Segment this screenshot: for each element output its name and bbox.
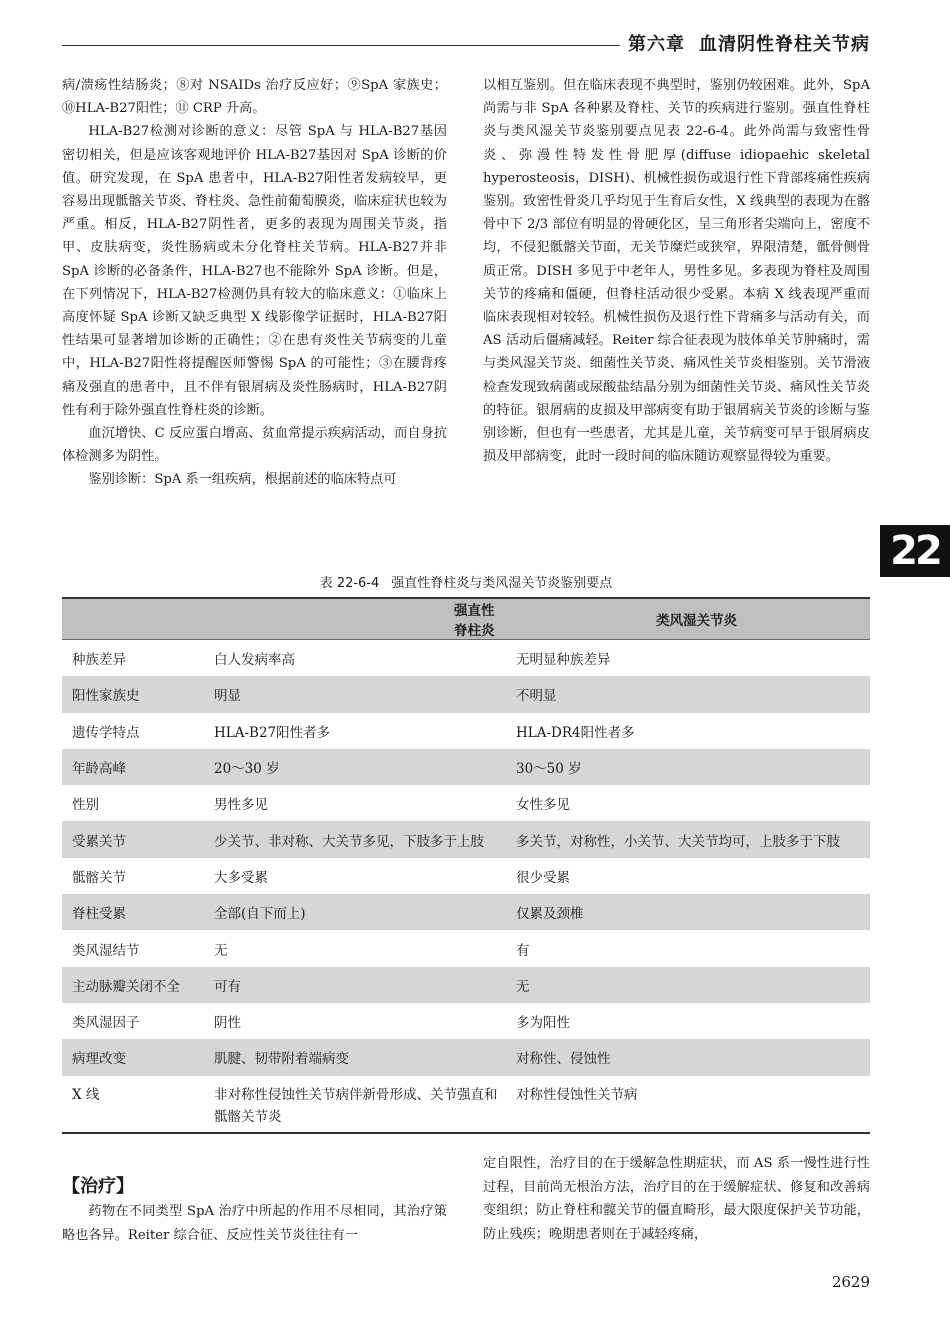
row-label: 类风湿结节 (72, 942, 140, 959)
row-label: 病理改变 (62, 1039, 204, 1075)
table-row (62, 821, 870, 857)
row-label: 骶髂关节 (72, 869, 126, 886)
ra-cell: 有 (516, 942, 530, 959)
ra-cell: 多为阳性 (516, 1015, 570, 1032)
chapter-tab: 22 (880, 525, 950, 577)
table-row (62, 967, 870, 1003)
ra-cell: HLA-DR4阳性者多 (516, 724, 635, 741)
row-label: 性别 (72, 797, 99, 814)
as-cell: 白人发病率高 (214, 652, 295, 669)
table-header-row (62, 598, 870, 640)
ra-cell: 很少受累 (516, 869, 570, 886)
ra-cell: 多关节，对称性，小关节、大关节均可，上肢多于下肢 (506, 821, 870, 857)
as-cell: 阴性 (214, 1015, 241, 1032)
header-cell-as: 强直性脊柱炎 (204, 598, 506, 640)
ra-cell: 对称性侵蚀性关节病 (506, 1076, 870, 1133)
row-label: X 线 (62, 1076, 204, 1133)
row-label: 阳性家族史 (62, 676, 204, 712)
paragraph: 药物在不同类型 SpA 治疗中所起的作用不尽相同，其治疗策略也各异。Reiter 综合征、反应性关节炎往往有一 (62, 1204, 447, 1243)
paragraph: 鉴别诊断：SpA 系一组疾病，根据前述的临床特点可 (88, 472, 397, 488)
header-rule (62, 45, 620, 46)
section-heading: 【治疗】 (62, 1176, 134, 1197)
page-number: 2629 (831, 1273, 870, 1291)
left-column (62, 74, 447, 492)
treatment-left-column (62, 1200, 447, 1247)
paragraph: 病/溃疡性结肠炎；⑧对 NSAIDs 治疗反应好；⑨SpA 家族史；⑩HLA-B27阳性；⑪ CRP 升高。 (62, 78, 447, 117)
row-label: 脊柱受累 (62, 894, 204, 930)
ra-cell: 30～50 岁 (506, 749, 870, 785)
as-cell: 无 (214, 942, 228, 959)
table-row (62, 640, 870, 677)
row-label: 遗传学特点 (72, 724, 140, 741)
as-cell: HLA-B27阳性者多 (214, 724, 331, 741)
comparison-table (62, 597, 870, 1134)
table-row (62, 1039, 870, 1075)
table-row (62, 713, 870, 749)
row-label: 年龄高峰 (62, 749, 204, 785)
right-column (483, 74, 870, 468)
table-caption (62, 572, 870, 591)
header-cell-ra: 类风湿关节炎 (506, 598, 870, 640)
paragraph: 以相互鉴别。但在临床表现不典型时，鉴别仍较困难。此外，SpA 尚需与非 SpA 各种累及脊柱、关节的疾病进行鉴别。强直性脊柱炎与类风湿关节炎鉴别要点见表 22-6-4。此外尚需与致密性骨炎、弥漫性特发性骨肥厚(diffuse idiopaehic skeletal hyperosteosis，DISH)、机械性损伤或退行性下背部疼痛性疾病鉴别。致密性骨炎几乎均见于生育后女性，X 线典型的表现为在髂骨中下 2/3 部位有明显的骨硬化区，呈三角形者尖端向上，密度不均，不侵犯骶髂关节面，无关节糜烂或狭窄，界限清楚，骶骨侧骨质正常。DISH 多见于中老年人，男性多见。多表现为脊柱及周围关节的疼痛和僵硬，但脊柱活动很少受累。本病 X 线表现严重而临床表现相对较轻。机械性损伤及退行性下背痛多与活动有关，而 AS 活动后僵痛减轻。Reiter 综合征表现为肢体单关节肿痛时，需与类风湿关节炎、细菌性关节炎、痛风性关节炎相鉴别。关节滑液检查发现致病菌或尿酸盐结晶分别为细菌性关节炎、痛风性关节炎的特征。银屑病的皮损及甲部病变有助于银屑病关节炎的诊断与鉴别诊断，但也有一些患者，尤其是儿童，关节病变可早于银屑病皮损及甲部病变，此时一段时间的临床随访观察显得较为重要。 (483, 78, 870, 465)
row-label: 主动脉瓣关闭不全 (62, 967, 204, 1003)
ra-cell: 无明显种族差异 (516, 652, 611, 669)
as-cell: 少关节、非对称、大关节多见，下肢多于上肢 (204, 821, 506, 857)
paragraph: 血沉增快、C 反应蛋白增高、贫血常提示疾病活动，而自身抗体检测多为阴性。 (62, 426, 447, 465)
as-cell: 大多受累 (214, 869, 268, 886)
ra-cell: 对称性、侵蚀性 (506, 1039, 870, 1075)
table-row (62, 1003, 870, 1039)
row-label: 类风湿因子 (72, 1015, 140, 1032)
as-cell: 非对称性侵蚀性关节病伴新骨形成、关节强直和骶髂关节炎 (204, 1076, 506, 1133)
ra-cell: 无 (506, 967, 870, 1003)
paragraph: HLA-B27检测对诊断的意义：尽管 SpA 与 HLA-B27基因密切相关，但是应该客观地评价 HLA-B27基因对 SpA 诊断的价值。研究发现，在 SpA 患者中，HLA-B27阳性者发病较早，更容易出现骶髂关节炎、脊柱炎、急性前葡萄膜炎，临床症状也较为严重。相反，HLA-B27阴性者，更多的表现为周围关节炎，指甲、皮肤病变，炎性肠病或未分化脊柱关节病。HLA-B27并非 SpA 诊断的必备条件，HLA-B27也不能除外 SpA 诊断。但是，在下列情况下，HLA-B27检测仍具有较大的临床意义：①临床上高度怀疑 SpA 诊断又缺乏典型 X 线影像学证据时，HLA-B27阳性结果可显著增加诊断的正确性；②在患有炎性关节病变的儿童中，HLA-B27阳性将提醒医师警惕 SpA 的可能性；③在腰背疼痛及强直的患者中，且不伴有银屑病及炎性肠病时，HLA-B27阴性有利于除外强直性脊柱炎的诊断。 (62, 124, 447, 418)
as-cell: 可有 (204, 967, 506, 1003)
ra-cell: 仅累及颈椎 (506, 894, 870, 930)
table-title: 强直性脊柱炎与类风湿关节炎鉴别要点 (391, 576, 613, 591)
ra-cell: 不明显 (506, 676, 870, 712)
header-cell (62, 598, 204, 640)
as-cell: 全部(自下而上) (204, 894, 506, 930)
as-cell: 男性多见 (214, 797, 268, 814)
chapter-number: 第六章 (628, 34, 685, 55)
chapter-title: 血清阴性脊柱关节病 (699, 34, 870, 55)
running-header (628, 30, 870, 56)
treatment-right-column (483, 1152, 870, 1246)
table-row (62, 1076, 870, 1133)
paragraph: 定自限性，治疗目的在于缓解急性期症状，而 AS 系一慢性进行性过程，目前尚无根治方法，治疗目的在于缓解症状、修复和改善病变组织；防止脊柱和髋关节的僵直畸形，最大限度保护关节功能，防止残疾；晚期患者则在于减轻疼痛， (483, 1156, 870, 1242)
row-label: 种族差异 (72, 652, 126, 669)
table-number: 表 22-6-4 (319, 576, 380, 591)
table-row (62, 930, 870, 966)
as-cell: 20～30 岁 (204, 749, 506, 785)
row-label: 受累关节 (62, 821, 204, 857)
table-row (62, 858, 870, 894)
table-row (62, 749, 870, 785)
as-cell: 肌腱、韧带附着端病变 (204, 1039, 506, 1075)
as-cell: 明显 (204, 676, 506, 712)
table-row (62, 785, 870, 821)
ra-cell: 女性多见 (516, 797, 570, 814)
table-row (62, 894, 870, 930)
table-row (62, 676, 870, 712)
